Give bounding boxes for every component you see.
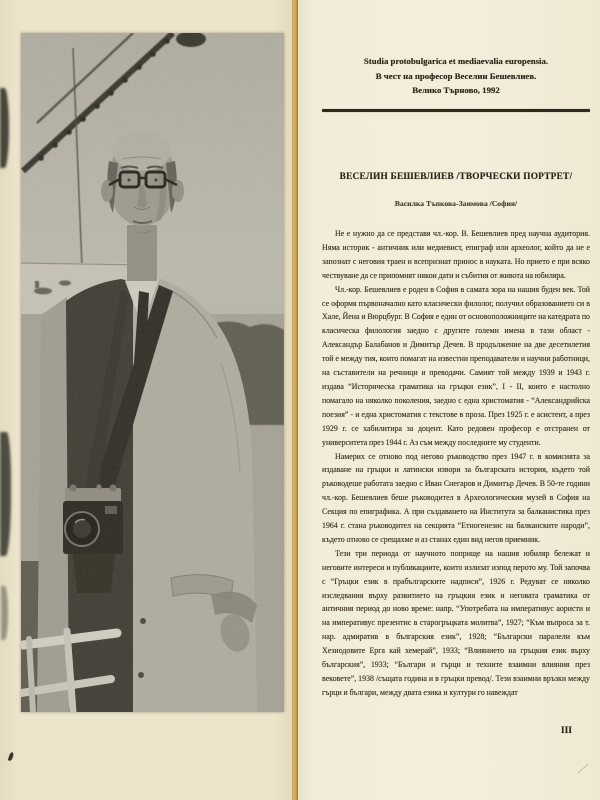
series-title: Studia protobulgarica et mediaevalia europensia. <box>363 56 549 66</box>
right-page <box>298 0 600 800</box>
ink-speck <box>8 752 15 762</box>
scan-edge-artifact <box>0 432 11 556</box>
divider-rule <box>322 109 590 112</box>
page-number: III <box>560 726 572 736</box>
photo-illustration <box>21 33 284 712</box>
portrait-photo <box>21 33 284 712</box>
article-author: Василка Тъпкова-Заимова /София/ <box>394 199 518 208</box>
series-place-year: Велико Търново, 1992 <box>412 85 500 96</box>
paragraph: Не е нужно да се представя чл.-кор. В. Бешевлиев пред научна аудитория. Няма историк - античник или медиевист, епиграф или археолог, който да не е запознат с неговия траен и всепризнат принос в науката. Но прието е при всяко чествуване да се припомнят някои дати и събития от живота на юбиляра. <box>322 229 590 280</box>
series-header <box>322 54 590 98</box>
paragraph: Тези три периода от научното поприще на нашия юбиляр бележат и неговите интереси и публикациите, които излизат изпод перото му. Той започва с “Гръцки език в прабългарските надписи”, 1926 г. Редуват се няколко изследвания върху развитието на гръцкия език и неговата граматика от античния период до ново време: напр. “Употребата на императивус аористи и на императивус презентис в старогръцката молитва”, 1927; “Към въпроса за т. нар. адмиратив в българския език”, 1928; “Български паралели към Хезиодовите Ерга кай хемерай”, 1933; “Влиянието на гръцкия език върху българския”, 1933; “Българи и гърци и техните взаимни влияния през вековете”, 1938 /същата година и в гръцки превод/. Тези взаимни връзки между гърци и българи, между двата езика и култури го навеждат <box>322 548 590 697</box>
paragraph: Намерих се отново под негово ръководство през 1947 г. в комисията за издаване на гръцки и латински извори за българската история, където той ръководеше работата заедно с Иван Снегаров и Димитър Дечев. В 50-те години чл.-кор. Бешевлиев беше ръководител в Археологическия музей в София на Секция по епиграфика. А при създаването на Института за балканистика през 1964 г. стана ръководител на секцията “Етногенезис на балканските народи”, където отново се срещахме и аз станах един вид негов приемник. <box>322 451 590 544</box>
scan-edge-artifact <box>1 586 8 640</box>
left-page <box>0 0 292 800</box>
series-dedication: В чест на професор Веселин Бешевлиев. <box>375 70 537 81</box>
scan-scratch <box>577 764 588 774</box>
article-body <box>322 227 590 723</box>
paragraph: Чл.-кор. Бешевлиев е роден в София в самата зора на нашия буден век. Той се оформя първоначално като класически филолог, получил образованието си в Хале, Йена и Вюрцбург. В София е един от основоположниците на катедрата по класическа филология заедно с другите големи имена в тази област - Александър Балабанов и Димитър Дечев. В продължение на две десетилетия той е между тия, които помагат на известни преподаватели и научни работници, на съставители на речници и преводачи. Самият той между 1939 и 1943 г. издава “Историческа граматика на гръцки език”, I - II, които е настолно помагало на няколко поколения, заедно с една христоматия - “Александрийска поезия” - и една христоматия с текстове в проза. През 1925 г. е асистент, а през 1929 г. се хабилитира за доцент. Като редовен професор е отстранен от университета през 1944 г. Аз съм между последните му студенти. <box>322 284 590 447</box>
photo-grain <box>21 33 284 712</box>
article-title: ВЕСЕЛИН БЕШЕВЛИЕВ /ТВОРЧЕСКИ ПОРТРЕТ/ <box>339 172 573 182</box>
scan-edge-artifact <box>0 88 9 168</box>
